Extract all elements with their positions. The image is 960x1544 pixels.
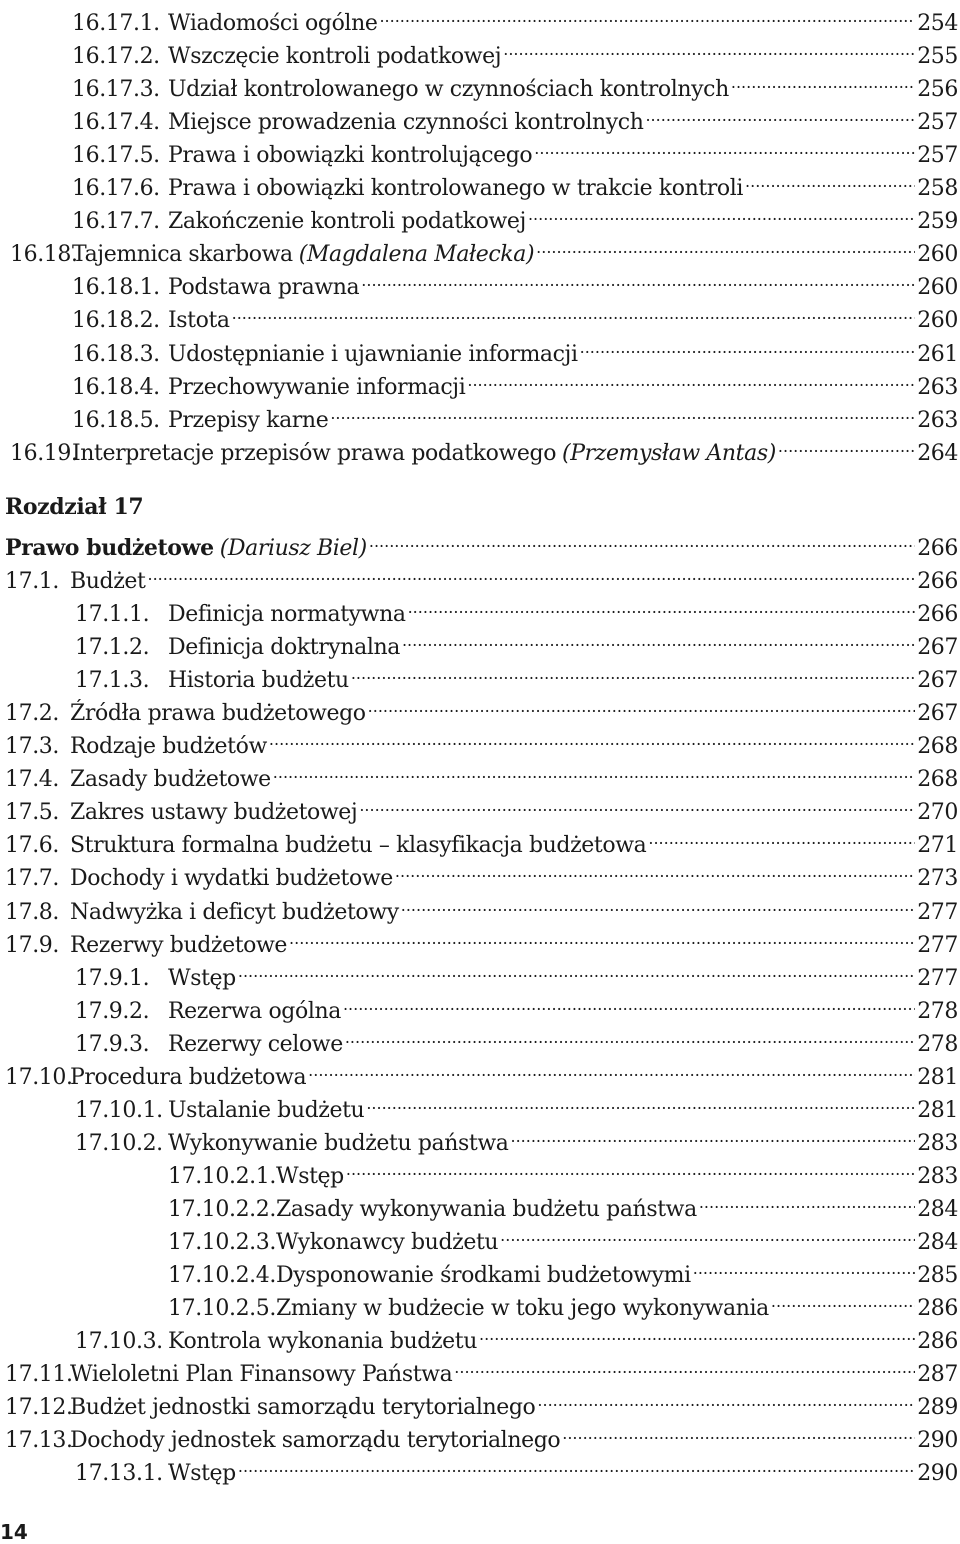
toc-entry-author: (Dariusz Biel) — [219, 536, 367, 561]
toc-entry-title: Procedura budżetowa — [70, 1064, 307, 1090]
toc-entry-title: Dochody jednostek samorządu terytorialnego — [70, 1428, 561, 1454]
dot-leader — [693, 1252, 915, 1282]
toc-entry-page: 284 — [917, 1230, 958, 1255]
toc-entry-page: 283 — [917, 1130, 958, 1156]
dot-leader — [238, 955, 915, 985]
toc-entry-title: Interpretacje przepisów prawa podatkowego — [72, 440, 557, 466]
toc-entry-page: 286 — [917, 1296, 958, 1322]
toc-entry-number: 16.19. — [10, 440, 78, 466]
dot-leader — [330, 397, 915, 427]
toc-entry-page: 278 — [917, 998, 958, 1024]
dot-leader — [500, 1219, 915, 1249]
toc-entry-title: Definicja doktrynalna — [168, 635, 400, 661]
dot-leader — [289, 922, 915, 952]
dot-leader — [395, 855, 915, 885]
toc-entry-title: Rodzaje budżetów — [70, 734, 267, 760]
toc-entry-title: Prawa i obowiązki kontrolowanego w trakcie kontroli — [168, 176, 744, 202]
toc-entry-number: 16.17.7. — [72, 209, 160, 235]
dot-leader — [562, 1417, 915, 1447]
toc-entry-title: Prawo budżetowe — [5, 535, 214, 561]
toc-entry-title: Budżet jednostki samorządu terytorialnego — [70, 1395, 536, 1421]
toc-entry-number: 17.10.2.5. — [168, 1296, 276, 1322]
toc-entry-page: 259 — [917, 209, 958, 235]
toc-entry-number: 16.17.2. — [72, 44, 160, 70]
dot-leader — [479, 1318, 915, 1348]
toc-entry-page: 263 — [917, 374, 958, 400]
toc-entry-page: 266 — [917, 602, 958, 628]
toc-entry-title: Udział kontrolowanego w czynnościach kontrolnych — [168, 77, 729, 103]
toc-entry-page: 268 — [917, 767, 958, 793]
toc-entry-page: 267 — [917, 635, 958, 661]
toc-entry-page: 290 — [917, 1461, 958, 1487]
toc-entry-page: 268 — [917, 734, 958, 760]
dot-leader — [368, 690, 916, 720]
toc-entry[interactable] — [75, 1450, 958, 1489]
toc-entry-number: 17.1.1. — [75, 602, 150, 628]
toc-entry-title: Wieloletni Plan Finansowy Państwa — [70, 1362, 453, 1388]
toc-entry-title: Rezerwy celowe — [168, 1031, 343, 1057]
toc-entry-title: Rezerwa ogólna — [168, 998, 341, 1024]
dot-leader — [238, 1450, 915, 1480]
dot-leader — [771, 1285, 915, 1315]
dot-leader — [699, 1186, 915, 1216]
toc-entry-page: 260 — [917, 275, 958, 301]
toc-entry-title: Przepisy karne — [168, 407, 329, 433]
toc-entry-number: 16.17.4. — [72, 110, 160, 136]
toc-entry-number: 16.17.1. — [72, 11, 160, 36]
dot-leader — [645, 99, 915, 129]
toc-entry-page: 277 — [917, 932, 958, 958]
dot-leader — [308, 1054, 915, 1084]
dot-leader — [402, 624, 915, 654]
toc-entry-page: 267 — [917, 668, 958, 694]
toc-entry-title: Istota — [168, 308, 230, 334]
toc-entry-page: 286 — [917, 1329, 958, 1355]
page-number: 14 — [0, 1520, 28, 1544]
toc-entry-number: 17.9.3. — [75, 1031, 150, 1057]
toc-entry-title: Wykonawcy budżetu — [276, 1230, 499, 1255]
dot-leader — [536, 231, 915, 261]
dot-leader — [537, 1384, 915, 1414]
toc-entry-title: Zmiany w budżecie w toku jego wykonywania — [276, 1296, 769, 1322]
toc-entry-page: 277 — [917, 965, 958, 991]
toc-entry-page: 271 — [917, 833, 958, 859]
toc-entry-title: Wstęp — [168, 1461, 236, 1487]
toc-entry-page: 257 — [917, 110, 958, 136]
toc-entry-page: 287 — [917, 1362, 958, 1388]
dot-leader — [366, 1087, 915, 1117]
dot-leader — [361, 264, 915, 294]
dot-leader — [778, 430, 915, 460]
toc-entry-number: 17.10.2.3. — [168, 1230, 276, 1255]
toc-entry-page: 255 — [917, 44, 958, 70]
dot-leader — [369, 525, 915, 555]
toc-entry-title: Zasady budżetowe — [70, 767, 271, 793]
toc-entry-number: 17.10. — [5, 1064, 73, 1090]
dot-leader — [528, 198, 915, 228]
toc-entry-title: Wykonywanie budżetu państwa — [168, 1130, 509, 1156]
toc-entry-title: Wiadomości ogólne — [168, 11, 378, 36]
toc-entry-page: 270 — [917, 800, 958, 826]
toc-entry-page: 285 — [917, 1263, 958, 1289]
toc-entry-author: (Przemysław Antas) — [562, 440, 776, 466]
dot-leader — [731, 66, 915, 96]
toc-entry-page: 261 — [917, 341, 958, 367]
dot-leader — [359, 789, 915, 819]
toc-entry-number: 16.18.5. — [72, 407, 160, 433]
toc-entry-number: 17.12. — [5, 1395, 73, 1421]
dot-leader — [580, 331, 916, 361]
toc-entry-page: 281 — [917, 1064, 958, 1090]
dot-leader — [534, 132, 915, 162]
toc-entry-number: 16.17.3. — [72, 77, 160, 103]
toc-entry-number: 16.18.4. — [72, 374, 160, 400]
dot-leader — [343, 988, 915, 1018]
toc-entry-title: Ustalanie budżetu — [168, 1097, 365, 1123]
toc-entry[interactable] — [10, 430, 958, 469]
toc-entry-page: 264 — [917, 440, 958, 466]
toc-entry-title: Podstawa prawna — [168, 275, 360, 301]
toc-entry-page: 277 — [917, 899, 958, 925]
toc-entry-title: Dochody i wydatki budżetowe — [70, 866, 393, 892]
toc-entry-page: 289 — [917, 1395, 958, 1421]
toc-entry-page: 273 — [917, 866, 958, 892]
toc-entry-page: 266 — [917, 569, 958, 594]
toc-entry-title: Udostępnianie i ujawnianie informacji — [168, 341, 578, 367]
toc-entry-number: 17.9.1. — [75, 965, 150, 991]
toc-entry-number: 16.18.1. — [72, 275, 160, 301]
toc-entry-number: 17.11. — [5, 1362, 73, 1388]
dot-leader — [401, 889, 915, 919]
toc-entry-number: 16.18.2. — [72, 308, 160, 334]
dot-leader — [147, 558, 915, 588]
toc-entry-page: 284 — [917, 1196, 958, 1222]
toc-entry-title: Przechowywanie informacji — [168, 374, 466, 400]
dot-leader — [379, 0, 915, 30]
toc-entry-title: Zakończenie kontroli podatkowej — [168, 209, 526, 235]
toc-entry-page: 278 — [917, 1031, 958, 1057]
toc-entry-number: 17.8. — [5, 899, 59, 925]
toc-entry-title: Tajemnica skarbowa — [72, 242, 293, 268]
toc-entry-page: 258 — [917, 176, 958, 202]
toc-entry-number: 17.10.3. — [75, 1329, 163, 1355]
dot-leader — [346, 1153, 915, 1183]
toc-entry-number: 17.5. — [5, 800, 59, 826]
toc-entry-page: 263 — [917, 407, 958, 433]
toc-entry-title: Rezerwy budżetowe — [70, 932, 288, 958]
toc-entry-title: Źródła prawa budżetowego — [70, 701, 366, 727]
dot-leader — [454, 1351, 915, 1381]
toc-entry-title: Zakres ustawy budżetowej — [70, 800, 358, 826]
toc-entry-title: Wszczęcie kontroli podatkowej — [168, 44, 502, 70]
toc-entry-title: Historia budżetu — [168, 668, 349, 694]
toc-entry-number: 17.3. — [5, 734, 59, 760]
toc-entry-number: 17.10.2.2. — [168, 1196, 276, 1222]
toc-entry-number: 16.18. — [10, 242, 78, 268]
toc-entry-page: 257 — [917, 143, 958, 169]
toc-entry-number: 17.13. — [5, 1428, 73, 1454]
toc-entry-author: (Magdalena Małecka) — [298, 242, 535, 268]
toc-entry-title: Wstęp — [276, 1163, 344, 1189]
toc-entry-title: Definicja normatywna — [168, 602, 406, 628]
toc-entry-title: Wstęp — [168, 965, 236, 991]
toc-entry-number: 17.1.2. — [75, 635, 150, 661]
toc-entry-page: 254 — [917, 11, 958, 36]
toc-entry-title: Dysponowanie środkami budżetowymi — [276, 1263, 691, 1289]
toc-entry-number: 16.17.6. — [72, 176, 160, 202]
toc-entry-page: 283 — [917, 1163, 958, 1189]
toc-entry-number: 16.18.3. — [72, 341, 160, 367]
toc-entry-title: Kontrola wykonania budżetu — [168, 1329, 477, 1355]
dot-leader — [408, 591, 916, 621]
dot-leader — [232, 297, 916, 327]
toc-entry-number: 17.1.3. — [75, 668, 150, 694]
dot-leader — [467, 364, 915, 394]
dot-leader — [503, 33, 915, 63]
chapter-label: Rozdział 17 — [5, 494, 144, 520]
toc-entry-title: Struktura formalna budżetu – klasyfikacja budżetowa — [70, 833, 647, 859]
dot-leader — [345, 1021, 915, 1051]
toc-entry-page: 260 — [917, 242, 958, 268]
toc-entry-page: 290 — [917, 1428, 958, 1454]
toc-entry-number: 17.9.2. — [75, 998, 150, 1024]
toc-entry-title: Budżet — [70, 569, 146, 594]
toc-entry-page: 267 — [917, 701, 958, 727]
toc-entry-page: 260 — [917, 308, 958, 334]
toc-entry-title: Zasady wykonywania budżetu państwa — [276, 1196, 697, 1222]
dot-leader — [745, 165, 915, 195]
toc-entry-title: Nadwyżka i deficyt budżetowy — [70, 899, 399, 925]
toc-entry-number: 17.2. — [5, 701, 59, 727]
toc-entry-number: 17.10.2.1. — [168, 1163, 276, 1189]
toc-entry-number: 17.1. — [5, 569, 59, 594]
toc-entry-number: 16.17.5. — [72, 143, 160, 169]
toc-entry-number: 17.7. — [5, 866, 59, 892]
toc-entry-page: 256 — [917, 77, 958, 103]
toc-entry-number: 17.10.2.4. — [168, 1263, 276, 1289]
dot-leader — [269, 723, 915, 753]
toc-entry-title: Prawa i obowiązki kontrolującego — [168, 143, 533, 169]
dot-leader — [511, 1120, 916, 1150]
toc-entry-number: 17.10.1. — [75, 1097, 163, 1123]
toc-entry-page: 281 — [917, 1097, 958, 1123]
toc-entry-number: 17.10.2. — [75, 1130, 163, 1156]
toc-entry-number: 17.4. — [5, 767, 59, 793]
toc-entry-number: 17.6. — [5, 833, 59, 859]
toc-entry-page: 266 — [917, 536, 958, 561]
dot-leader — [648, 822, 915, 852]
dot-leader — [351, 657, 915, 687]
dot-leader — [273, 756, 915, 786]
toc-entry-title: Miejsce prowadzenia czynności kontrolnych — [168, 110, 644, 136]
toc-entry-number: 17.9. — [5, 932, 59, 958]
toc-entry-number: 17.13.1. — [75, 1461, 163, 1487]
